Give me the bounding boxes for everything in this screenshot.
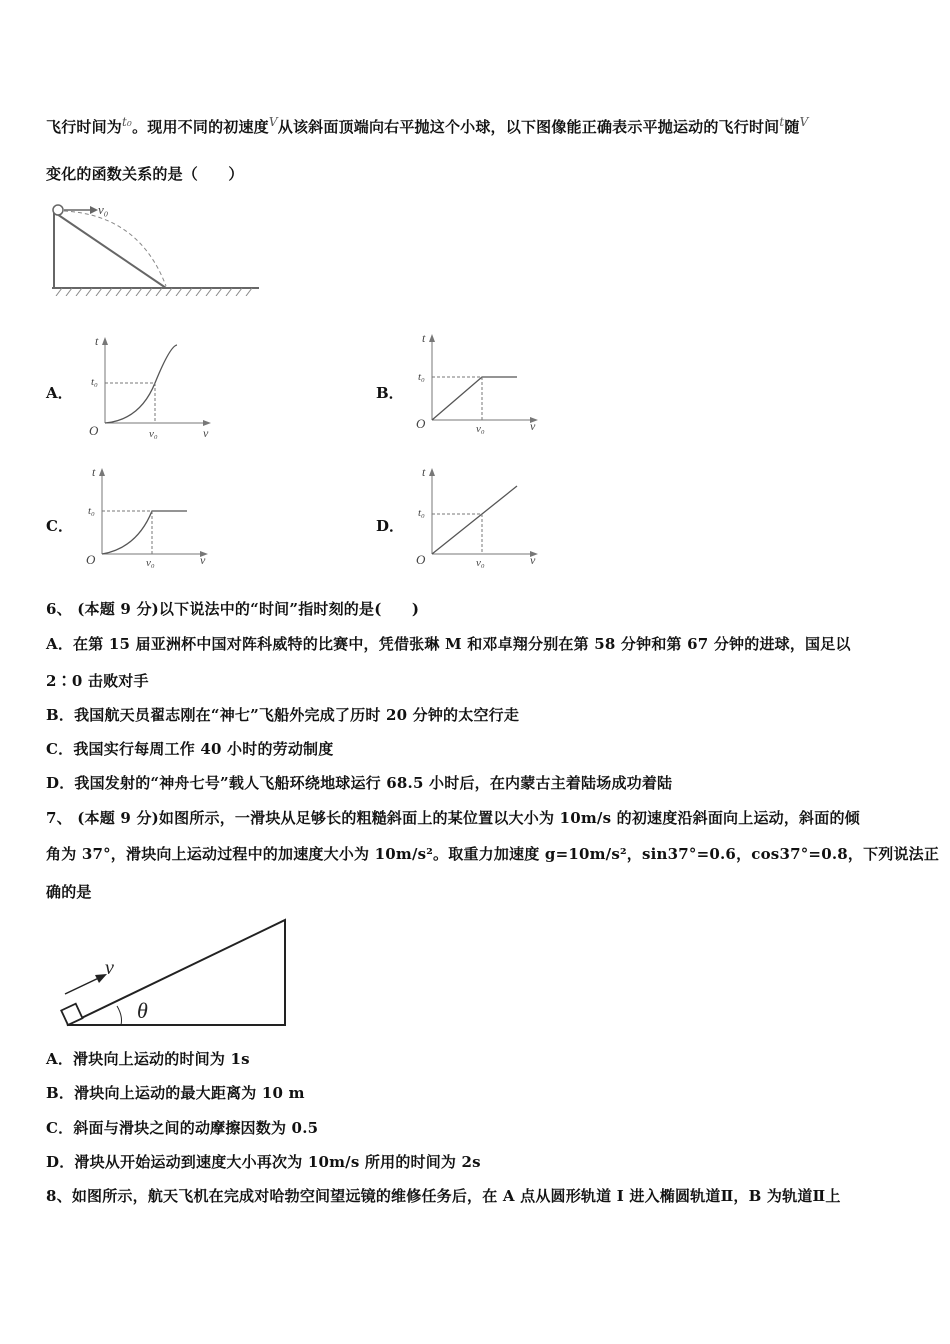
q7-option-d: D．滑块从开始运动到速度大小再次为 10m/s 所用的时间为 2s <box>46 1153 481 1171</box>
velocity-label: v <box>105 957 114 979</box>
symbol-t: t <box>779 115 785 129</box>
q7-stem-2: 角为 37°，滑块向上运动过程中的加速度大小为 10m/s²。取重力加速度 g=10m/s²，sin37°=0.6，cos37°=0.8，下列说法正 <box>46 845 940 863</box>
q6-stem: 6、 (本题 9 分)以下说法中的“时间”指时刻的是( ) <box>46 600 420 618</box>
q7-stem-1: 7、 (本题 9 分)如图所示，一滑块从足够长的粗糙斜面上的某位置以大小为 10m/s 的初速度沿斜面向上运动，斜面的倾 <box>46 809 860 827</box>
option-b-label: B． <box>376 384 404 402</box>
text: 随 <box>784 118 800 136</box>
symbol-v: V <box>799 115 809 129</box>
tick-t0: t₀ <box>418 507 425 519</box>
axis-v: v <box>530 419 536 433</box>
q5-line1 <box>46 115 808 137</box>
q7-option-b: B．滑块向上运动的最大距离为 10 m <box>46 1084 305 1102</box>
q6-option-c: C．我国实行每周工作 40 小时的劳动制度 <box>46 740 334 758</box>
axis-v: v <box>200 553 206 567</box>
symbol-v: V <box>268 115 278 129</box>
tick-t0: t₀ <box>91 376 98 388</box>
option-a-label: A． <box>46 384 73 402</box>
theta-label: θ <box>137 998 148 1023</box>
q6-option-b: B．我国航天员翟志刚在“神七”飞船外完成了历时 20 分钟的太空行走 <box>46 706 520 724</box>
q6-option-a: A．在第 15 届亚洲杯中国对阵科威特的比赛中，凭借张琳 M 和邓卓翔分别在第 58 分钟和第 67 分钟的进球，国足以 <box>46 635 851 653</box>
q6-option-a-cont: 2∶0 击败对手 <box>46 672 149 690</box>
option-c-label: C． <box>46 517 73 535</box>
axis-t: t <box>95 335 99 348</box>
origin: O <box>416 552 426 567</box>
graph-d <box>412 466 552 571</box>
v0-label: v₀ <box>98 202 109 217</box>
text: 飞行时间为 <box>46 118 123 136</box>
axis-v: v <box>203 426 209 440</box>
origin: O <box>416 416 426 431</box>
q7-stem-3: 确的是 <box>46 883 92 901</box>
origin: O <box>86 552 96 567</box>
tick-v0: v₀ <box>476 557 485 569</box>
graph-a <box>85 335 225 440</box>
tick-v0: v₀ <box>146 557 155 569</box>
tick-t0: t₀ <box>418 371 425 383</box>
origin: O <box>89 423 99 438</box>
tick-v0: v₀ <box>476 423 485 435</box>
text: 从该斜面顶端向右平抛这个小球，以下图像能正确表示平抛运动的飞行时间 <box>277 118 780 136</box>
axis-t: t <box>422 466 426 479</box>
tick-v0: v₀ <box>149 428 158 440</box>
tick-t0: t₀ <box>88 505 95 517</box>
axis-v: v <box>530 553 536 567</box>
q6-option-d: D．我国发射的“神舟七号”载人飞船环绕地球运行 68.5 小时后，在内蒙古主着陆场成功着陆 <box>46 774 673 792</box>
axis-t: t <box>422 332 426 345</box>
text: 。现用不同的初速度 <box>132 118 269 136</box>
graph-b <box>412 332 552 437</box>
symbol-t0: t₀ <box>122 115 133 129</box>
option-d-label: D． <box>376 517 405 535</box>
q5-incline-figure <box>44 200 264 296</box>
q8-stem-1: 8、如图所示，航天飞机在完成对哈勃空间望远镜的维修任务后，在 A 点从圆形轨道 I 进入椭圆轨道Ⅱ，B 为轨道Ⅱ上 <box>46 1187 841 1205</box>
graph-c <box>82 466 222 571</box>
q7-option-c: C．斜面与滑块之间的动摩擦因数为 0.5 <box>46 1119 319 1137</box>
q5-line2: 变化的函数关系的是（ ） <box>46 165 244 183</box>
q7-incline-figure <box>55 912 295 1032</box>
axis-t: t <box>92 466 96 479</box>
q7-option-a: A．滑块向上运动的时间为 1s <box>46 1050 250 1068</box>
